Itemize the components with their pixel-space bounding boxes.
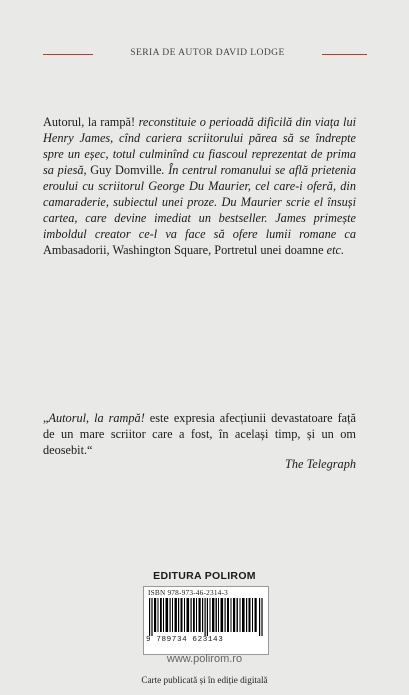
back-cover-blurb	[43, 114, 356, 258]
isbn-barcode-box	[143, 586, 269, 655]
quote-book-title: Autorul, la rampă!	[48, 411, 145, 425]
blurb-book-title: Autorul, la rampă!	[43, 115, 136, 129]
blurb-text-1: reconstituie o perioadă dificilă din viața lui Henry James, cînd cariera scriitorului părea să se îndrepte spre un eșec, totul culminînd cu fiascoul reprezentat de prima sa piesă,	[43, 115, 357, 177]
blurb-play-title: Guy Domville	[90, 163, 162, 177]
publisher-website[interactable]: www.polirom.ro	[166, 653, 243, 665]
quote-text: este expresia afecțiunii devastatoare față de un mare scriitor care a fost, în același timp, și un om deosebit.“	[43, 411, 356, 457]
blurb-text-2: . În centrul romanului se află prietenia eroului cu scriitorul George Du Maurier, cel care-i oferă, din camaraderie, subiectul unei proze. Du Maurier scrie el însuși cartea, care devine imediat un bestseller. James primește imboldul creator ce-l va face să ofere lumii romane ca	[43, 163, 356, 241]
blurb-text-3: etc.	[323, 243, 345, 257]
series-rule-right	[322, 54, 367, 55]
quote-open-mark: „	[43, 411, 49, 425]
digital-edition-note: Carte publicată și în ediție digitală	[141, 675, 268, 685]
series-rule-left	[43, 54, 93, 55]
series-title: SERIA DE AUTOR DAVID LODGE	[130, 47, 285, 58]
barcode-image	[149, 598, 263, 636]
publisher-name: EDITURA POLIROM	[153, 570, 256, 582]
isbn-number: ISBN 978-973-46-2314-3	[148, 588, 228, 597]
blurb-novel-titles: Ambasadorii, Washington Square, Portretul unei doamne	[43, 243, 324, 257]
press-quote	[43, 410, 356, 458]
quote-source: The Telegraph	[285, 457, 356, 471]
barcode-digits: 9 789734 623143	[146, 636, 224, 644]
